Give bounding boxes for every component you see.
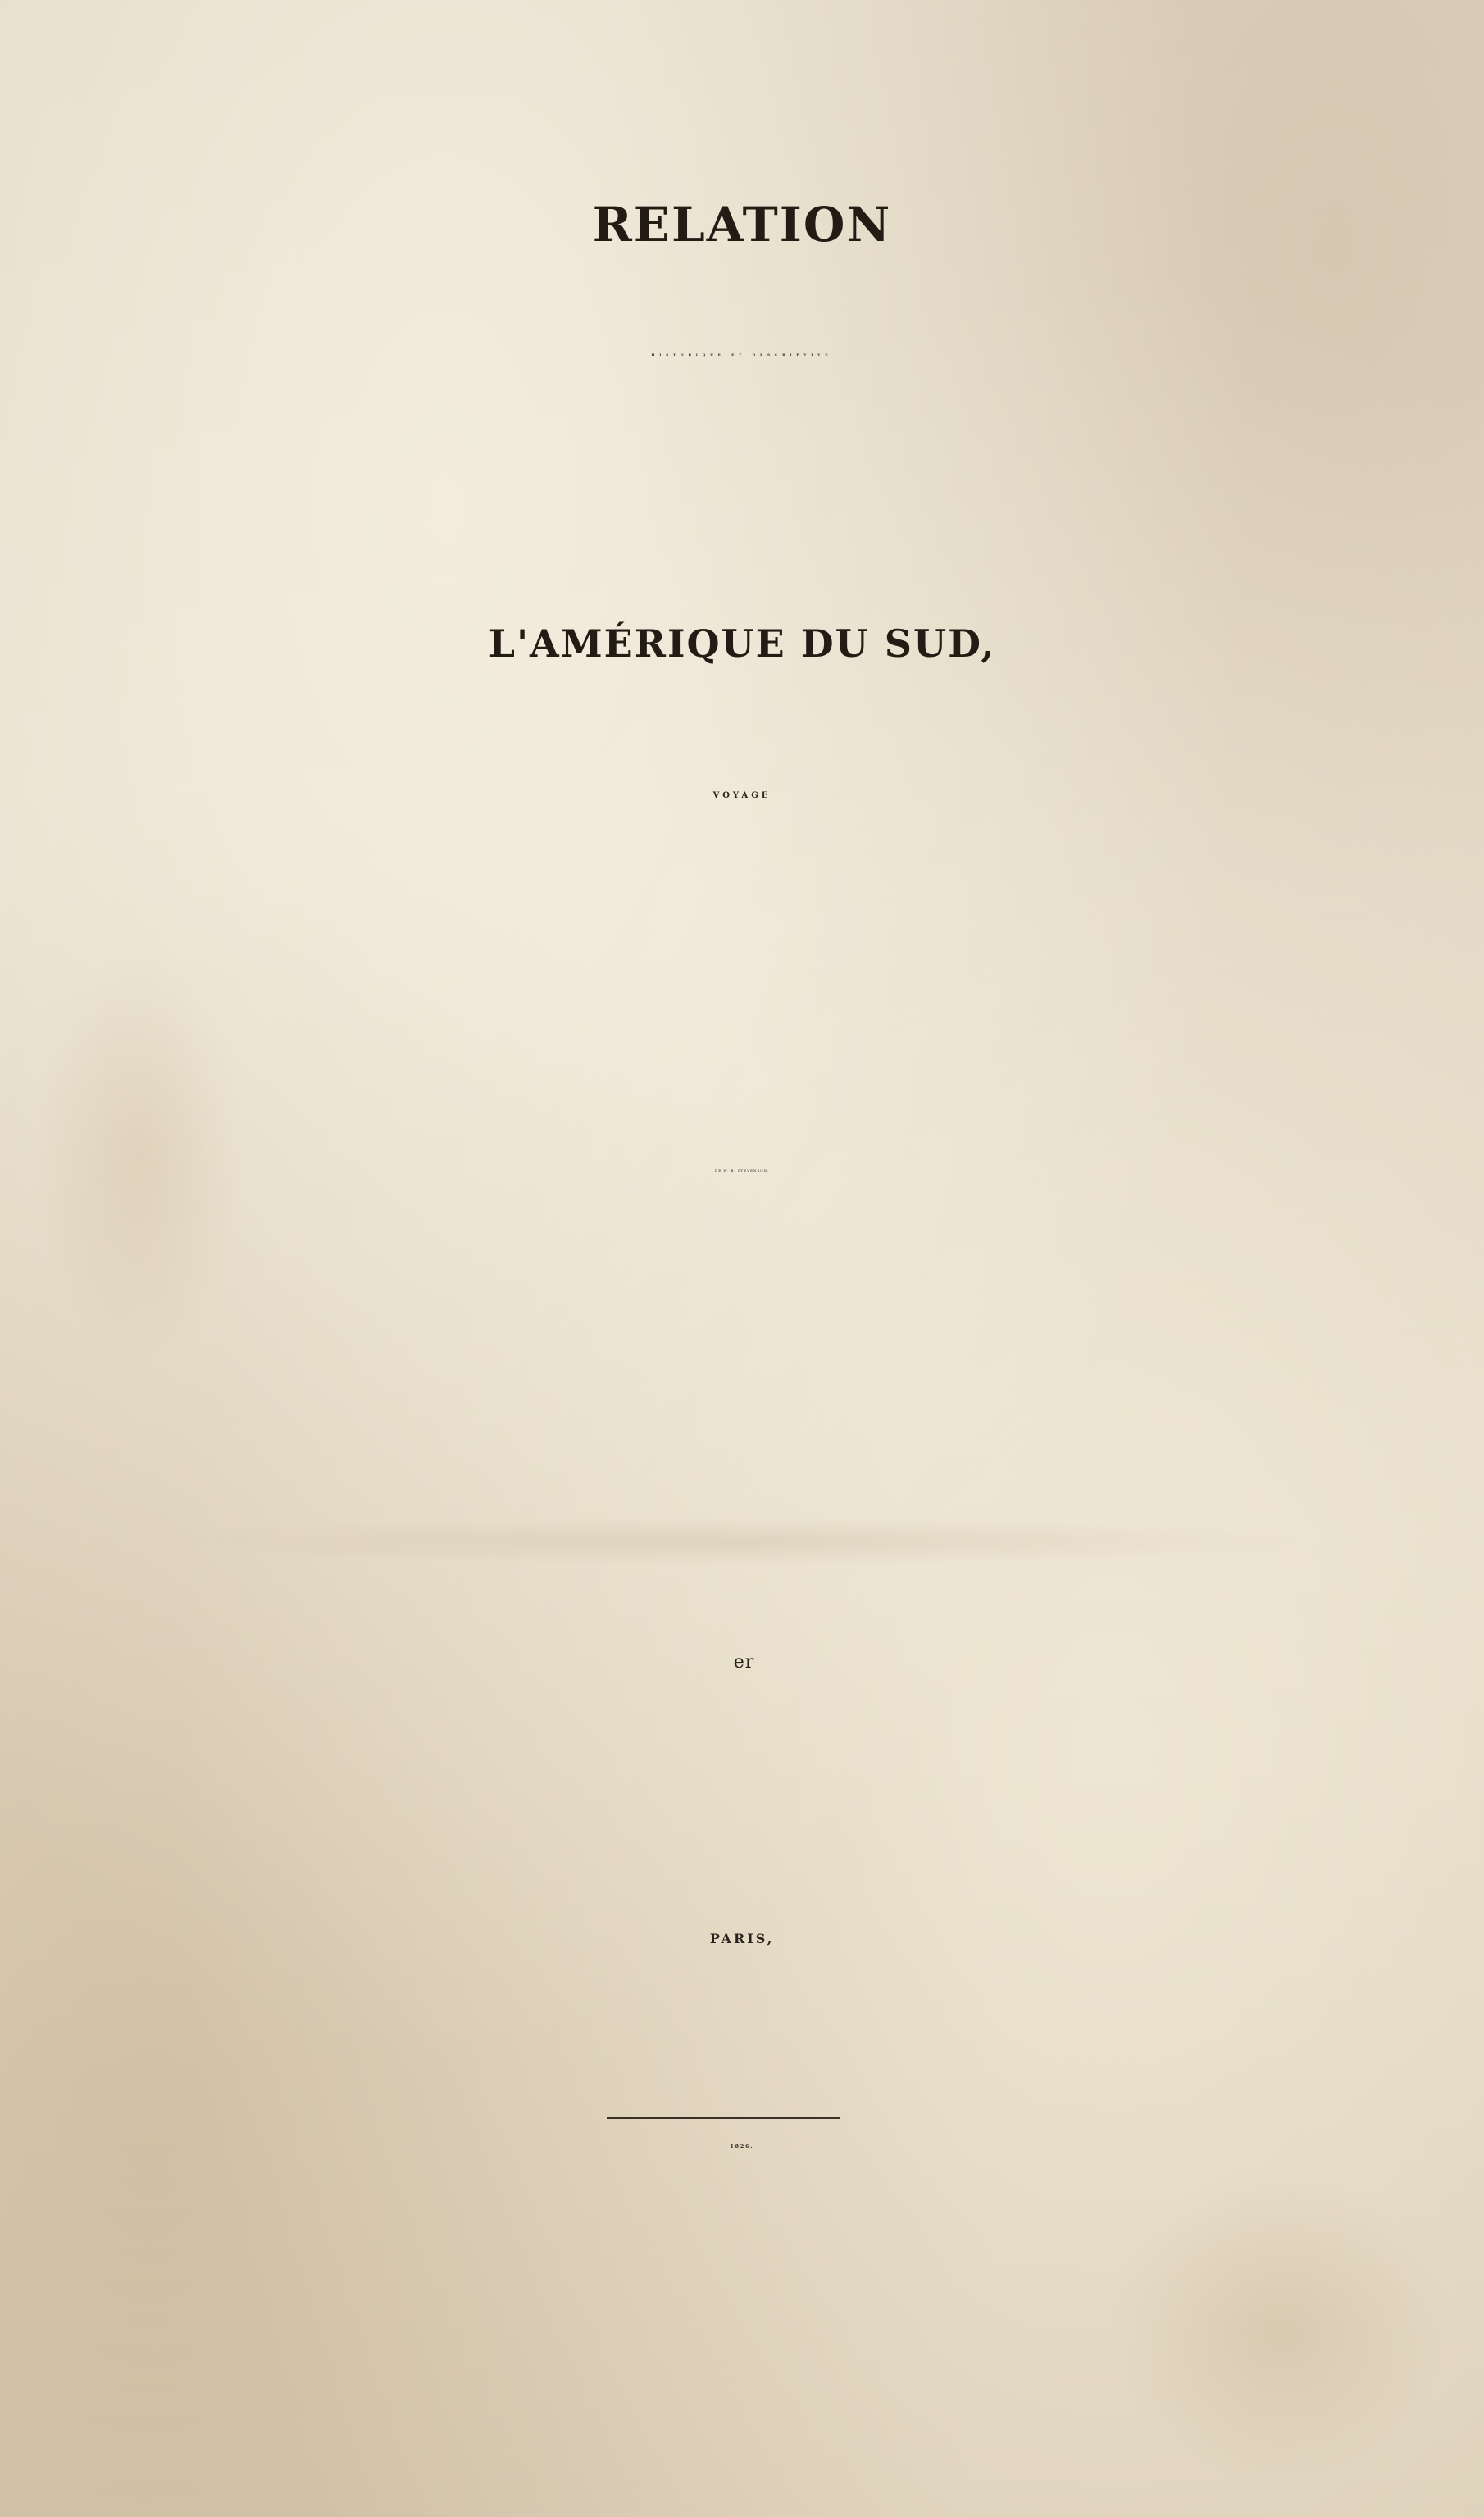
paper-fold-shadow	[164, 1517, 1312, 1566]
paper-stain	[33, 943, 246, 1369]
volume-superscript: er	[733, 1652, 755, 1673]
publication-city: PARIS,	[709, 1931, 775, 1946]
author-name: DE W. B. STEVENSON,	[714, 1168, 769, 1172]
book-subtitle: HISTORIQUE ET DESCRIPTIVE	[651, 353, 833, 357]
divider-rule	[607, 2117, 840, 2119]
subtitle-amerique: L'AMÉRIQUE DU SUD,	[488, 621, 996, 666]
subtitle-voyage: VOYAGE	[712, 791, 772, 800]
book-title: RELATION	[592, 197, 892, 253]
publication-year: 1826.	[730, 2144, 754, 2150]
volume-number	[0, 1652, 1484, 1673]
paper-stain	[1107, 2173, 1451, 2484]
